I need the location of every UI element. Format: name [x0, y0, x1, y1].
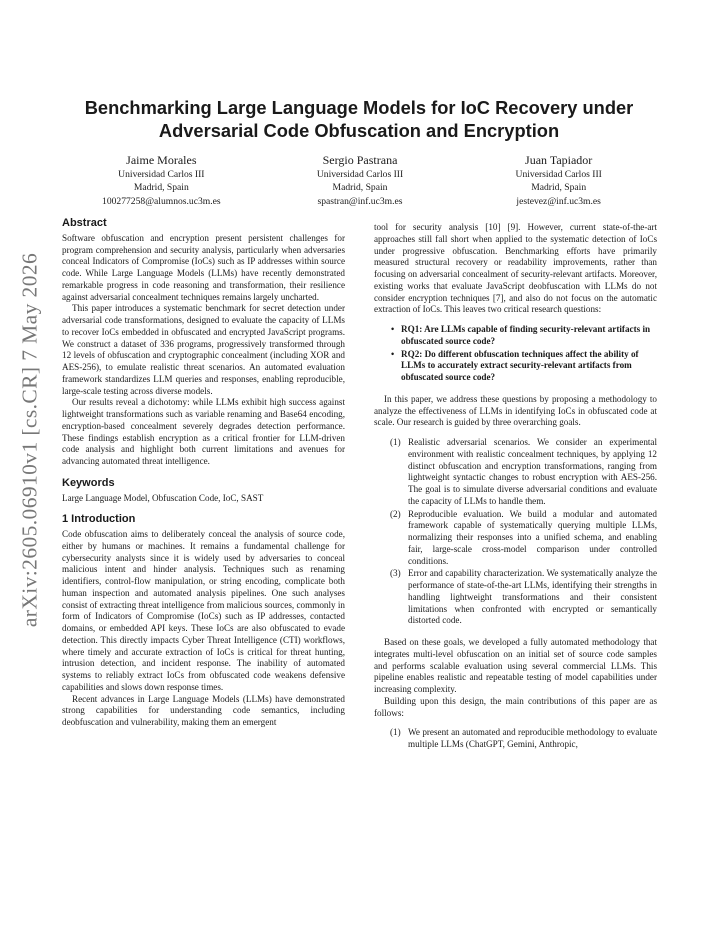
intro-paragraph-5: Building upon this design, the main contributions of this paper are as follows: — [374, 695, 657, 718]
author-name: Jaime Morales — [126, 153, 197, 167]
abstract-paragraph-2: This paper introduces a systematic benchmark for secret detection under adversarial code transformations, designed to evaluate the capacity of LLMs to recover IoCs embedded in obfuscated and encrypted JavaScript programs. We construct a dataset of 336 programs, progressively transformed through 12 levels of obfuscation and cryptographic concealment (including XOR and AES-256), to emulate realistic threat scenarios. An automated evaluation framework standardizes LLM queries and responses, enabling reproducible, large-scale testing across diverse models. — [62, 303, 345, 396]
intro-paragraph-4: Based on these goals, we developed a fully automated methodology that integrates multi-level obfuscation on an initial set of source code samples and performs scalable evaluation using several commercial LLMs. This pipeline enables realistic and repeatable testing of model capabilities under increasing complexity. — [374, 637, 657, 694]
right-column — [374, 222, 657, 761]
goals-list — [374, 437, 657, 627]
abstract-paragraph-1: Software obfuscation and encryption present persistent challenges for program comprehension and security analysis, particularly when adversaries conceal Indicators of Compromise (IoCs) such as IP addresses within source code. While Large Language Models (LLMs) have recently demonstrated remarkable progress in code reasoning and transformation, their resilience against adversarial concealment techniques remains largely uncharted. — [62, 232, 345, 302]
left-column — [62, 218, 345, 729]
author-location: Madrid, Spain — [332, 182, 388, 194]
goal-item: (2) Reproducible evaluation. We build a modular and automated framework capable of systematically querying multiple LLMs, normalizing their responses into a unified schema, and enabling fair, large-scale cross-model comparison under controlled conditions. — [390, 508, 657, 566]
intro-paragraph-2-continued: tool for security analysis [10] [9]. However, current state-of-the-art approaches still fall short when applied to the systematic detection of IoCs under progressive obfuscation. Benchmarking efforts have primarily measured structural recovery or readability improvements, rather than focusing on adversarial concealment of security-relevant artifacts. Moreover, existing works that evaluate JavaScript deobfuscation with LLMs do not consider encryption techniques [7], and also do not focus on the automatic extraction of IoCs. This leaves two critical research questions: — [374, 222, 657, 315]
goal-item: (1) Realistic adversarial scenarios. We consider an experimental environment with realistic concealment techniques, by applying 12 distinct obfuscation and encryption transformations, ranging from lightweight syntactic changes to robust encryption with AES-256. The goal is to simulate diverse adversarial conditions and evaluate the capacity of LLMs to handle them. — [390, 437, 657, 506]
paper-title: Benchmarking Large Language Models for IoC Recovery under Adversarial Code Obfuscation and Encryption — [84, 97, 634, 141]
keywords-text: Large Language Model, Obfuscation Code, IoC, SAST — [62, 492, 264, 503]
author-3 — [459, 152, 658, 208]
author-affiliation: Universidad Carlos III — [515, 169, 602, 180]
contribution-item: (1) We present an automated and reproducible methodology to evaluate multiple LLMs (ChatGPT, Gemini, Anthropic, — [390, 727, 657, 749]
research-question: • RQ2: Do different obfuscation techniques affect the ability of LLMs to accurately extract security-relevant artifacts from obfuscated source code? — [401, 349, 657, 384]
author-affiliation: Universidad Carlos III — [316, 169, 404, 180]
author-email: jestevez@inf.uc3m.es — [516, 195, 601, 207]
abstract-paragraph-3: Our results reveal a dichotomy: while LLMs exhibit high success against lightweight transformations such as variable renaming and Base64 encoding, encryption-based concealment severely degrades detection performance. These findings establish encryption as a critical frontier for LLM-driven code analysis and highlight both current limitations and avenues for advancing automated threat intelligence. — [62, 397, 345, 466]
author-name: Juan Tapiador — [525, 153, 593, 167]
intro-paragraph-3: In this paper, we address these questions by proposing a methodology to analyze the effectiveness of LLMs in identifying IoCs in obfuscated code at scale. Our research is guided by three overarching goals. — [374, 393, 657, 428]
author-block — [62, 152, 658, 208]
arxiv-stamp: arXiv:2605.06910v1 [cs.CR] 7 May 2026 — [17, 252, 42, 628]
author-email: spastran@inf.uc3m.es — [317, 195, 403, 207]
research-question: • RQ1: Are LLMs capable of finding security-relevant artifacts in obfuscated source code? — [401, 324, 657, 348]
goal-item: (3) Error and capability characterization. We systematically analyze the performance of state-of-the-art LLMs, identifying their strengths in handling lightweight transformations and their consistent limitations when confronted with encrypted or semantically distorted code. — [390, 568, 657, 626]
author-location: Madrid, Spain — [531, 182, 587, 194]
author-location: Madrid, Spain — [133, 182, 189, 194]
intro-paragraph-1: Code obfuscation aims to deliberately conceal the analysis of source code, either by humans or machines. It remains a fundamental challenge for cybersecurity analysts since it is widely used by adversaries to conceal malicious intent and hinder analysis. Techniques such as renaming identifiers, control-flow manipulation, or string encoding, complicate both human inspection and automated analysis pipelines. One such analyses consist of extracting threat intelligence from malicious sources, commonly in form of Indicators of Compromise (IoCs) such as IP addresses, contacted domains, or embedded API keys. These IoCs are also obfuscated to evade detection. This directly impacts Cyber Threat Intelligence (CTI) workflows, where timely and accurate extraction of IoCs is critical for threat hunting, intrusion detection, and incident response. The inability of automated systems to reliably extract IoCs from obfuscated code weakens defensive capabilities and slows down response times. — [62, 529, 345, 692]
author-email: 100277258@alumnos.uc3m.es — [102, 195, 221, 207]
keywords-heading: Keywords — [62, 476, 115, 489]
author-2 — [261, 152, 460, 208]
abstract-heading: Abstract — [62, 217, 107, 229]
author-name: Sergio Pastrana — [322, 153, 398, 167]
intro-paragraph-2: Recent advances in Large Language Models (LLMs) have demonstrated strong capabilities for understanding code semantics, including deobfuscation and vulnerability, making them an emergent — [62, 693, 345, 727]
contributions-list — [374, 727, 657, 751]
section-heading-introduction: 1 Introduction — [62, 513, 136, 526]
research-questions — [374, 324, 657, 384]
author-affiliation: Universidad Carlos III — [118, 169, 205, 180]
author-1 — [62, 152, 261, 208]
